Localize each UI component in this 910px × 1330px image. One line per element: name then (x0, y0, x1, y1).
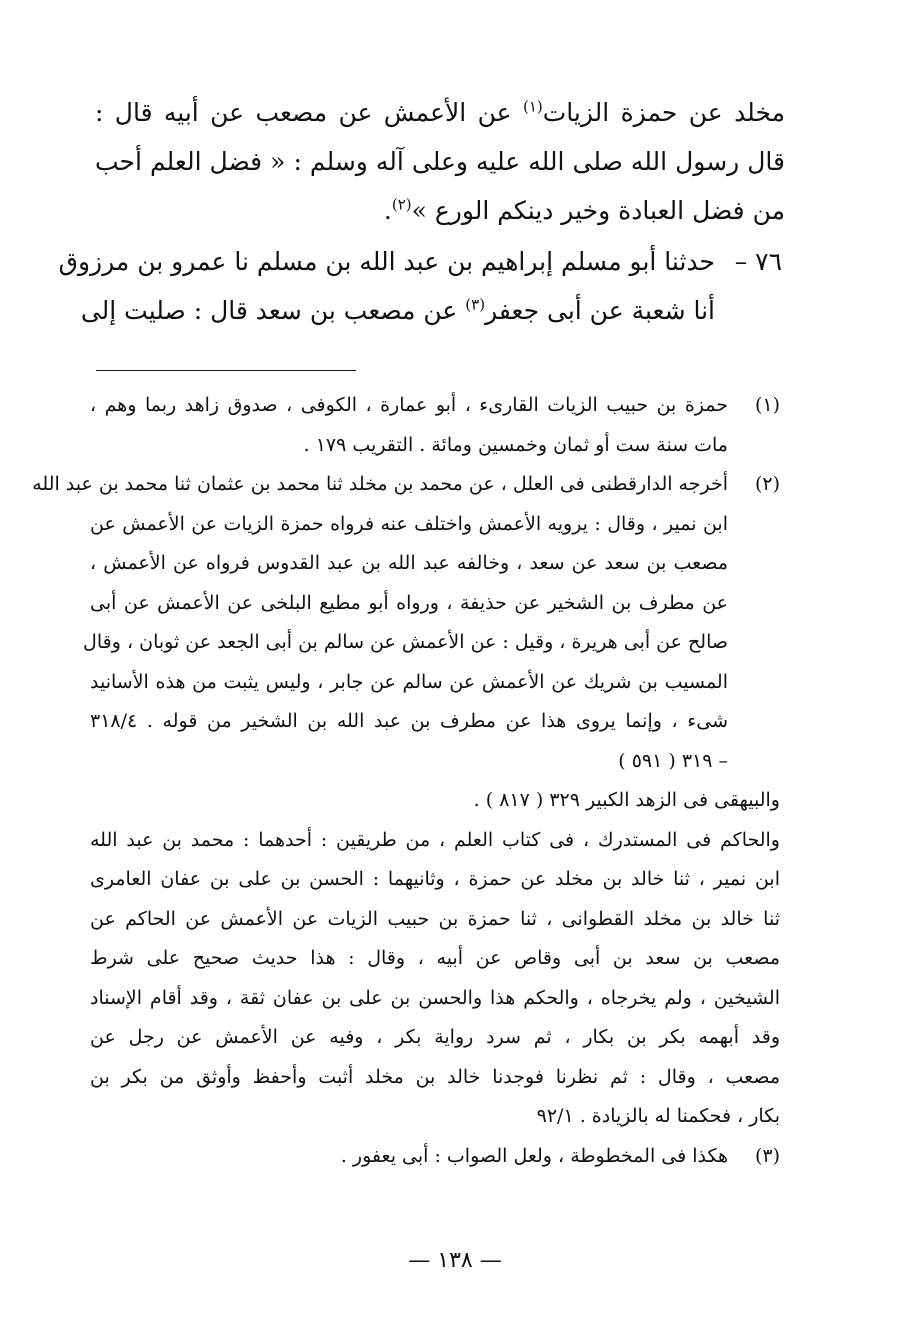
footnote-2 (32, 465, 780, 1137)
footnote-ref-3[interactable]: (٣) (465, 295, 486, 314)
main-line-3 (95, 186, 785, 235)
footnote-2-line-5: صالح عن أبى هريرة ، وقيل : عن الأعمش عن سالم بن أبى الجعد عن ثوبان ، وقال (83, 631, 728, 653)
footnote-2-line-12: ثنا خالد بن مخلد القطوانى ، ثنا حمزة بن حبيب الزيات عن الأعمش عن الحاكم عن (90, 907, 780, 930)
hadith-76-text (58, 237, 715, 335)
main-line-1 (95, 88, 785, 137)
main-line-2: قال رسول الله صلى الله عليه وعلى آله وسلم : « فضل العلم أحب (95, 147, 785, 176)
hadith-number-76: ٧٦ – (734, 247, 782, 276)
page-number: — ١٣٨ — (408, 1248, 502, 1273)
main-line-3-part-a: من فضل العبادة وخير دينكم الورع » (411, 196, 785, 225)
footnotes (32, 386, 780, 1176)
footnote-2-line-17: بكار ، فحكمنا له بالزيادة . ٩٢/١ (536, 1105, 780, 1127)
footnote-3 (90, 1137, 780, 1177)
footnote-2-number: (٢) (754, 473, 780, 495)
footnote-2-line-4: عن مطرف بن الشخير عن حذيفة ، ورواه أبو مطيع البلخى عن الأعمش عن أبى (90, 591, 728, 614)
footnote-ref-1[interactable]: (١) (522, 97, 543, 116)
footnote-ref-2[interactable]: (٢) (391, 195, 412, 214)
main-line-1-part-a: مخلد عن حمزة الزيات (542, 98, 785, 127)
footnote-2-line-3: مصعب بن سعد عن سعد ، وخالفه عبد الله بن عبد القدوس فرواه عن الأعمش ، (90, 552, 728, 574)
footnote-1-line-2: مات سنة ست أو ثمان وخمسين ومائة . التقريب ١٧٩ . (303, 433, 728, 456)
footnote-1-number: (١) (754, 394, 780, 416)
footnote-separator (96, 370, 356, 371)
hadith-76-line-2 (80, 286, 715, 335)
footnote-2-line-1: أخرجه الدارقطنى فى العلل ، عن محمد بن مخلد ثنا محمد بن عثمان ثنا محمد بن عبد الله (32, 473, 728, 495)
main-line-1-part-b: عن الأعمش عن مصعب عن أبيه قال : (95, 98, 523, 127)
main-text (95, 88, 785, 235)
hadith-76-line-1: حدثنا أبو مسلم إبراهيم بن عبد الله بن مسلم نا عمرو بن مرزوق (58, 247, 715, 276)
footnote-2-line-9: والبيهقى فى الزهد الكبير ٣٢٩ ( ٨١٧ ) . (473, 789, 780, 811)
footnote-2-line-11: ابن نمير ، ثنا خالد بن مخلد عن حمزة ، وثانيهما : الحسن بن على بن عفان العامرى (90, 868, 780, 890)
footnote-2-line-15: وقد أبهمه بكر بن بكار ، ثم سرد رواية بكر ، وفيه عن الأعمش عن رجل عن (90, 1026, 780, 1048)
main-line-3-period: . (383, 196, 392, 225)
footnote-3-line-1: هكذا فى المخطوطة ، ولعل الصواب : أبى يعفور . (340, 1144, 728, 1167)
footnote-1-line-1: حمزة بن حبيب الزيات القارىء ، أبو عمارة ، الكوفى ، صدوق زاهد ربما وهم ، (90, 394, 728, 416)
footnote-2-line-7: شىء ، وإنما يروى هذا عن مطرف بن عبد الله بن الشخير من قوله . ٣١٨/٤ (90, 710, 728, 732)
footnote-3-number: (٣) (754, 1144, 780, 1167)
footnote-1 (90, 386, 780, 465)
footnote-2-line-14: الشيخين ، ولم يخرجاه ، والحكم هذا والحسن بن على بن عفان ثقة ، وقد أقام الإسناد (90, 986, 780, 1009)
footnote-2-line-13: مصعب بن سعد بن أبى وقاص عن أبيه ، وقال : هذا حديث صحيح على شرط (90, 947, 780, 969)
hadith-76-line-2-part-a: أنا شعبة عن أبى جعفر (485, 296, 715, 325)
hadith-76-line-2-part-b: عن مصعب بن سعد قال : صليت إلى (80, 296, 466, 325)
footnote-2-line-16: مصعب ، وقال : ثم نظرنا فوجدنا خالد بن مخلد أثبت وأحفظ وأوثق من بكر بن (90, 1065, 780, 1088)
footnote-2-line-6: المسيب بن شريك عن الأعمش عن سالم عن جابر ، وليس يثبت من هذه الأسانيد (90, 670, 728, 693)
footnote-2-line-2: ابن نمير ، وقال : يرويه الأعمش واختلف عنه فرواه حمزة الزيات عن الأعمش عن (90, 512, 728, 535)
footnote-2-line-8: – ٣١٩ ( ٥٩١ ) (618, 749, 728, 772)
footnote-2-line-10: والحاكم فى المستدرك ، فى كتاب العلم ، من طريقين : أحدهما : محمد بن عبد الله (90, 828, 780, 851)
